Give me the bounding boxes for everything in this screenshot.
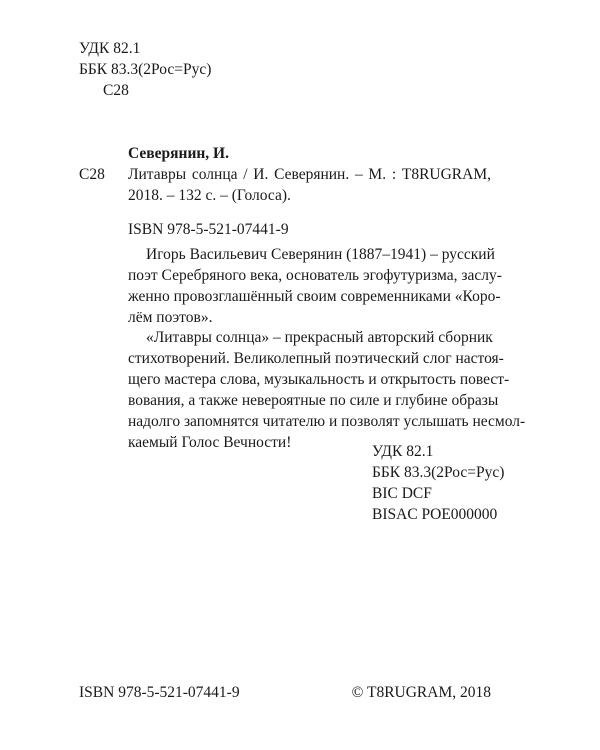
bbk-code-top: ББК 83.3(2Рос=Рус) xyxy=(79,61,212,78)
annotation-line: лём поэтов». xyxy=(128,309,213,326)
annotation-line: Игорь Васильевич Северянин (1887–1941) – русский xyxy=(146,246,495,263)
bic-code: BIC DCF xyxy=(372,485,432,502)
annotation-line: стихотворений. Великолепный поэтический слог настоя- xyxy=(128,350,504,367)
annotation-line: каемый Голос Вечности! xyxy=(128,434,292,451)
annotation-line: поэт Серебряного века, основатель эгофутуризма, заслу- xyxy=(128,267,502,284)
udk-code-right: УДК 82.1 xyxy=(372,443,434,460)
bisac-code: BISAC POE000000 xyxy=(372,506,498,523)
udk-code-top: УДК 82.1 xyxy=(79,40,141,57)
bibliographic-description-line-2: 2018. – 132 с. – (Голоса). xyxy=(128,187,291,204)
annotation-line: «Литавры солнца» – прекрасный авторский сборник xyxy=(146,329,493,346)
author-sign: С28 xyxy=(79,166,105,183)
annotation-line: надолго запомнятся читателю и позволят услышать несмол- xyxy=(128,413,526,430)
isbn-entry: ISBN 978-5-521-07441-9 xyxy=(128,221,289,238)
author-sign-top: С28 xyxy=(103,82,129,99)
bibliographic-description-line-1: Литавры солнца / И. Северянин. – М. : T8RUGRAM, xyxy=(128,166,491,183)
annotation-paragraph-2 xyxy=(128,327,526,453)
bbk-code-right: ББК 83.3(2Рос=Рус) xyxy=(372,464,505,481)
annotation-line: вования, а также невероятные по силе и глубине образы xyxy=(128,392,499,409)
isbn-footer: ISBN 978-5-521-07441-9 xyxy=(79,684,240,701)
copyright-notice: © T8RUGRAM, 2018 xyxy=(351,684,491,701)
annotation-paragraph-1 xyxy=(128,244,502,328)
annotation-line: женно провозглашённый своим современниками «Коро- xyxy=(128,288,501,305)
annotation-line: щего мастера слова, музыкальность и открытость повест- xyxy=(128,371,510,388)
author-heading: Северянин, И. xyxy=(128,145,229,162)
